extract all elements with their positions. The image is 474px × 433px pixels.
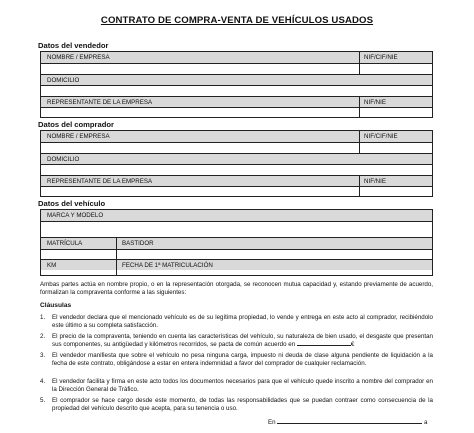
seller-table	[40, 51, 433, 108]
currency-symbol: €	[350, 340, 355, 348]
buyer-rep-id-cell	[359, 176, 432, 186]
vehicle-table	[40, 209, 433, 271]
seller-address-input[interactable]	[41, 85, 432, 96]
clause-text: El comprador se hace cargo desde este momento, de todas las responsabilidades que se puedan contraer como consecuencia de la propiedad del vehículo descrito que acepta, para su tenencia o uso.	[52, 397, 433, 412]
vehicle-plate-row	[41, 237, 432, 249]
seller-rep-input[interactable]	[40, 107, 433, 118]
seller-address-label: DOMICILIO	[47, 77, 80, 84]
clause-text: El vendedor facilita y firma en este acto todos los documentos necesarios para que el vehículo quede inscrito a nombre del comprador en la Dirección General de Tráfico.	[52, 378, 433, 393]
clause-text-wrap	[52, 333, 433, 348]
vehicle-make-row	[41, 210, 432, 221]
buyer-rep-id-label: NIF/NIE	[364, 178, 387, 185]
buyer-name-row	[41, 131, 432, 142]
seller-rep-id-cell	[359, 97, 432, 107]
buyer-heading: Datos del comprador	[38, 120, 114, 129]
clause-number: 3.	[40, 352, 46, 359]
intro-paragraph: Ambas partes actúa en nombre propio, o en la representación otorgada, se reconocen mutua capacidad y, estando previamente de acuerdo, formalizan la compraventa conforme a las siguientes:	[40, 281, 433, 296]
clause-number: 5.	[40, 397, 46, 404]
clause-text: El vendedor manifiesta que sobre el vehículo no pesa ninguna carga, impuesto ni deuda de clase alguna pendiente de liquidación a la fecha de este contrato, obligándose a estar en entera indemnidad a favor del comprador de cualquier reclamación.	[52, 352, 433, 367]
seller-id-input[interactable]	[359, 64, 432, 74]
seller-name-input[interactable]	[41, 63, 432, 74]
clause-number: 1.	[40, 314, 46, 321]
vehicle-plate-label: MATRÍCULA	[47, 240, 83, 247]
seller-rep-row	[41, 96, 432, 107]
seller-address-row	[41, 74, 432, 85]
clause-5	[40, 397, 433, 413]
vehicle-chassis-cell	[116, 238, 432, 249]
buyer-rep-label: REPRESENTANTE DE LA EMPRESA	[47, 178, 153, 185]
document-title: CONTRATO DE COMPRA-VENTA DE VEHÍCULOS USADOS	[100, 15, 374, 26]
seller-id-cell	[359, 52, 432, 63]
vehicle-heading: Datos del vehículo	[38, 199, 106, 208]
clause-text: El precio de la compraventa, teniendo en cuenta las características del vehículo, su naturaleza de bien usado, el desgaste que presentan sus componentes, su antigüedad y kilómetros recorridos, se pacta de común acuerdo en	[52, 333, 433, 348]
seller-heading: Datos del vendedor	[38, 41, 109, 50]
buyer-name-input[interactable]	[41, 142, 432, 153]
place-field[interactable]	[277, 423, 422, 424]
buyer-address-row	[41, 153, 432, 164]
clause-text: El vendedor declara que el mencionado vehículo es de su legítima propiedad, lo vende y entrega en este acto al comprador, recibiéndolo este último a su completa satisfacción.	[52, 314, 433, 329]
vehicle-chassis-label: BASTIDOR	[122, 240, 154, 247]
clauses-heading: Cláusulas	[40, 302, 72, 309]
clause-4	[40, 378, 433, 394]
seller-id-label: NIF/CIF/NIE	[364, 54, 398, 61]
signature-line	[268, 419, 428, 426]
buyer-rep-row	[41, 175, 432, 186]
vehicle-make-label: MARCA Y MODELO	[47, 212, 104, 219]
buyer-address-label: DOMICILIO	[47, 156, 80, 163]
seller-rep-id-label: NIF/NIE	[364, 99, 387, 106]
vehicle-km-label: KM	[47, 262, 57, 269]
place-label: En	[268, 419, 276, 426]
buyer-rep-id-input[interactable]	[359, 187, 432, 196]
vehicle-regdate-label: FECHA DE 1ª MATRICULACIÓN	[122, 262, 213, 269]
clause-1	[40, 314, 433, 330]
price-field[interactable]	[297, 345, 351, 346]
seller-name-row	[41, 52, 432, 63]
seller-rep-label: REPRESENTANTE DE LA EMPRESA	[47, 99, 153, 106]
vehicle-regdate-input[interactable]	[116, 270, 432, 275]
buyer-id-cell	[359, 131, 432, 142]
buyer-id-label: NIF/CIF/NIE	[364, 133, 398, 140]
vehicle-km-input[interactable]	[40, 270, 433, 276]
seller-rep-id-input[interactable]	[359, 108, 432, 117]
clause-number: 2.	[40, 333, 46, 340]
clause-3	[40, 352, 433, 376]
buyer-rep-input[interactable]	[40, 186, 433, 197]
vehicle-make-input[interactable]	[41, 221, 432, 237]
seller-name-label: NOMBRE / EMPRESA	[47, 54, 110, 61]
date-label: a	[424, 419, 428, 426]
clause-number: 4.	[40, 378, 46, 385]
vehicle-plate-input[interactable]	[41, 249, 432, 259]
buyer-table	[40, 130, 433, 187]
vehicle-chassis-input[interactable]	[116, 250, 432, 259]
buyer-id-input[interactable]	[359, 143, 432, 153]
buyer-address-input[interactable]	[41, 164, 432, 175]
buyer-name-label: NOMBRE / EMPRESA	[47, 133, 110, 140]
